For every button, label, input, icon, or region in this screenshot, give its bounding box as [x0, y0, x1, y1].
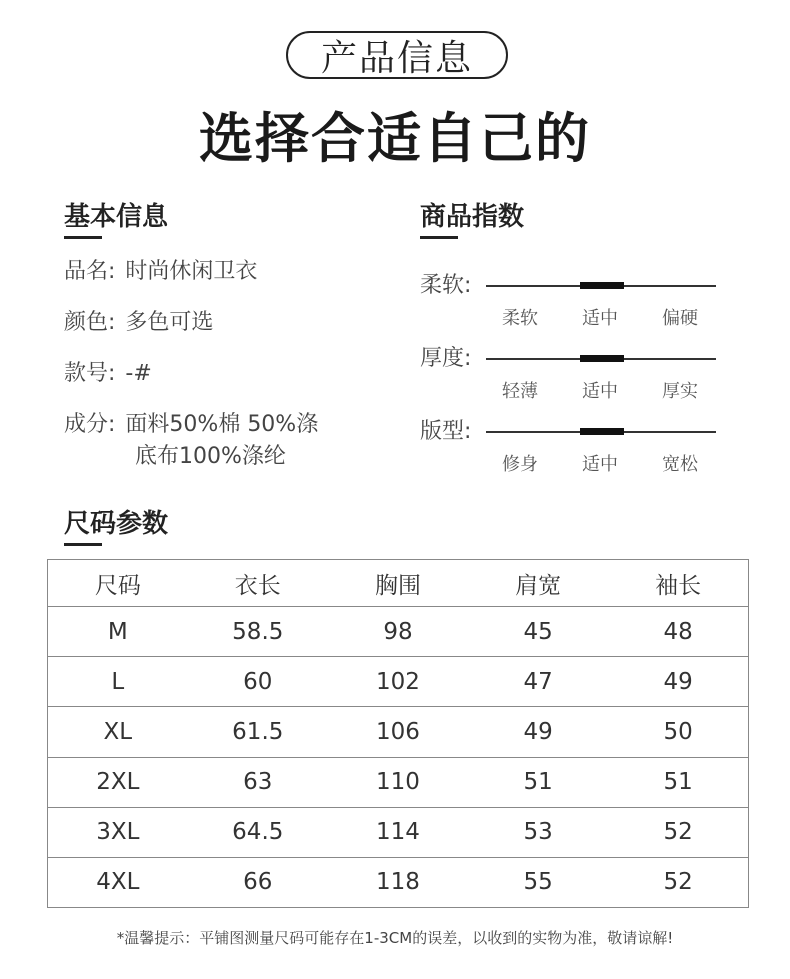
table-row — [48, 607, 749, 657]
title-underline — [64, 236, 102, 239]
product-index-title — [420, 196, 524, 233]
table-cell: XL — [48, 707, 188, 757]
table-cell: 49 — [608, 657, 748, 707]
column-header: 衣长 — [234, 572, 281, 599]
table-cell: 64.5 — [188, 807, 328, 857]
table-cell: 110 — [328, 757, 468, 807]
scale-option: 适中 — [582, 454, 618, 475]
basic-info-title — [64, 196, 168, 233]
table-cell: 61.5 — [188, 707, 328, 757]
table-cell: 52 — [608, 857, 748, 907]
table-cell: 66 — [188, 857, 328, 907]
scale-option: 适中 — [582, 381, 618, 402]
index-label: 厚度: — [420, 346, 472, 371]
scale-option: 厚实 — [662, 381, 698, 402]
scale-marker — [580, 428, 624, 435]
table-cell: 49 — [468, 707, 608, 757]
title-underline — [420, 236, 458, 239]
scale-option: 修身 — [502, 454, 538, 475]
table-cell: L — [48, 657, 188, 707]
info-value: 多色可选 — [125, 310, 214, 335]
info-value: 时尚休闲卫衣 — [125, 259, 258, 284]
scale-marker — [580, 282, 624, 289]
index-fit — [420, 414, 720, 474]
column-header: 肩宽 — [515, 572, 562, 599]
info-key: 颜色: — [64, 310, 116, 335]
table-cell: 45 — [468, 607, 608, 657]
scale-option: 适中 — [582, 308, 618, 329]
table-header-row — [48, 560, 749, 607]
info-row-composition — [64, 409, 318, 473]
table-cell: 52 — [608, 807, 748, 857]
table-cell: M — [48, 607, 188, 657]
index-thickness — [420, 341, 720, 401]
table-cell: 98 — [328, 607, 468, 657]
basic-info-title-text: 基本信息 — [64, 202, 169, 232]
table-cell: 118 — [328, 857, 468, 907]
index-label: 版型: — [420, 419, 472, 444]
table-row — [48, 807, 749, 857]
info-row-name — [64, 256, 257, 288]
size-table — [47, 559, 749, 908]
footnote: *温馨提示：平铺图测量尺码可能存在1-3CM的误差，以收到的实物为准，敬请谅解! — [116, 929, 674, 947]
scale-option: 宽松 — [662, 454, 698, 475]
table-cell: 53 — [468, 807, 608, 857]
scale-option: 偏硬 — [662, 308, 698, 329]
info-key: 款号: — [64, 361, 116, 386]
info-key: 品名: — [64, 259, 116, 284]
table-cell: 2XL — [48, 757, 188, 807]
section-badge — [286, 31, 508, 79]
table-cell: 58.5 — [188, 607, 328, 657]
table-row — [48, 707, 749, 757]
size-params-title-text: 尺码参数 — [64, 509, 169, 539]
table-cell: 4XL — [48, 857, 188, 907]
scale-marker — [580, 355, 624, 362]
column-header: 袖长 — [655, 572, 702, 599]
info-row-style-no — [64, 358, 152, 390]
index-softness — [420, 268, 720, 328]
table-cell: 55 — [468, 857, 608, 907]
table-cell: 47 — [468, 657, 608, 707]
table-cell: 63 — [188, 757, 328, 807]
scale-option: 柔软 — [502, 308, 538, 329]
column-header: 胸围 — [374, 572, 421, 599]
table-row — [48, 657, 749, 707]
product-index-title-text: 商品指数 — [420, 202, 525, 232]
table-cell: 114 — [328, 807, 468, 857]
info-row-color — [64, 307, 213, 339]
table-cell: 3XL — [48, 807, 188, 857]
table-cell: 102 — [328, 657, 468, 707]
table-row — [48, 857, 749, 907]
table-cell: 50 — [608, 707, 748, 757]
table-cell: 60 — [188, 657, 328, 707]
table-cell: 106 — [328, 707, 468, 757]
column-header: 尺码 — [94, 572, 141, 599]
table-cell: 51 — [608, 757, 748, 807]
table-cell: 48 — [608, 607, 748, 657]
info-value: 面料50%棉 50%涤 — [125, 412, 319, 437]
page-headline: 选择合适自己的 — [199, 107, 591, 170]
size-params-title — [64, 503, 168, 540]
section-badge-label: 产品信息 — [320, 37, 473, 79]
table-cell: 51 — [468, 757, 608, 807]
info-key: 成分: — [64, 412, 116, 437]
table-row — [48, 757, 749, 807]
index-label: 柔软: — [420, 273, 472, 298]
title-underline — [64, 543, 102, 546]
info-value-line2: 底布100%涤纶 — [135, 444, 286, 469]
scale-option: 轻薄 — [502, 381, 538, 402]
info-value: -# — [125, 361, 152, 386]
